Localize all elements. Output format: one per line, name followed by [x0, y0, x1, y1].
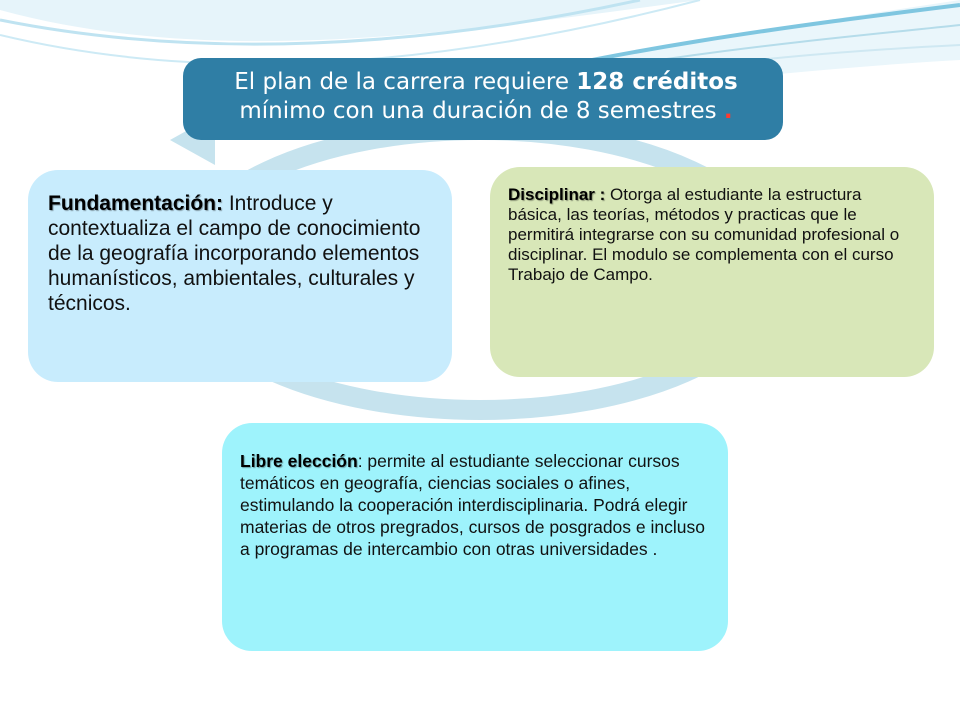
disciplinar-body: Otorga al estudiante la estructura básica, las teorías, métodos y practicas que le permitirá integrarse con su comunidad profesional o disciplinar. El modulo se complementa con el curso Trabajo de Campo.: [508, 185, 900, 284]
credits-text-part1: El plan de la carrera requiere: [234, 69, 577, 95]
fundamentacion-heading: Fundamentación:: [48, 192, 224, 215]
credits-count: 128 créditos: [576, 69, 738, 95]
libre-heading: Libre elección: [240, 451, 358, 471]
credits-text-part2: mínimo con una duración de 8 semestres: [239, 98, 724, 124]
disciplinar-box: [490, 167, 934, 377]
credits-header-box: [183, 58, 783, 140]
fundamentacion-box: [28, 170, 452, 382]
disciplinar-heading: Disciplinar :: [508, 185, 611, 204]
libre-colon: :: [357, 451, 363, 471]
credits-dot: .: [723, 98, 733, 124]
libre-eleccion-box: [222, 423, 728, 651]
libre-body: permite al estudiante seleccionar cursos temáticos en geografía, ciencias sociales o afines, estimulando la cooperación interdisciplinaria. Podrá elegir materias de otros pregrados, cursos de posgrados e incluso a programas de intercambio con otras universidades .: [240, 451, 705, 559]
fundamentacion-body: Introduce y contextualiza el campo de conocimiento de la geografía incorporando elementos humanísticos, ambientales, culturales y técnicos.: [48, 192, 421, 315]
